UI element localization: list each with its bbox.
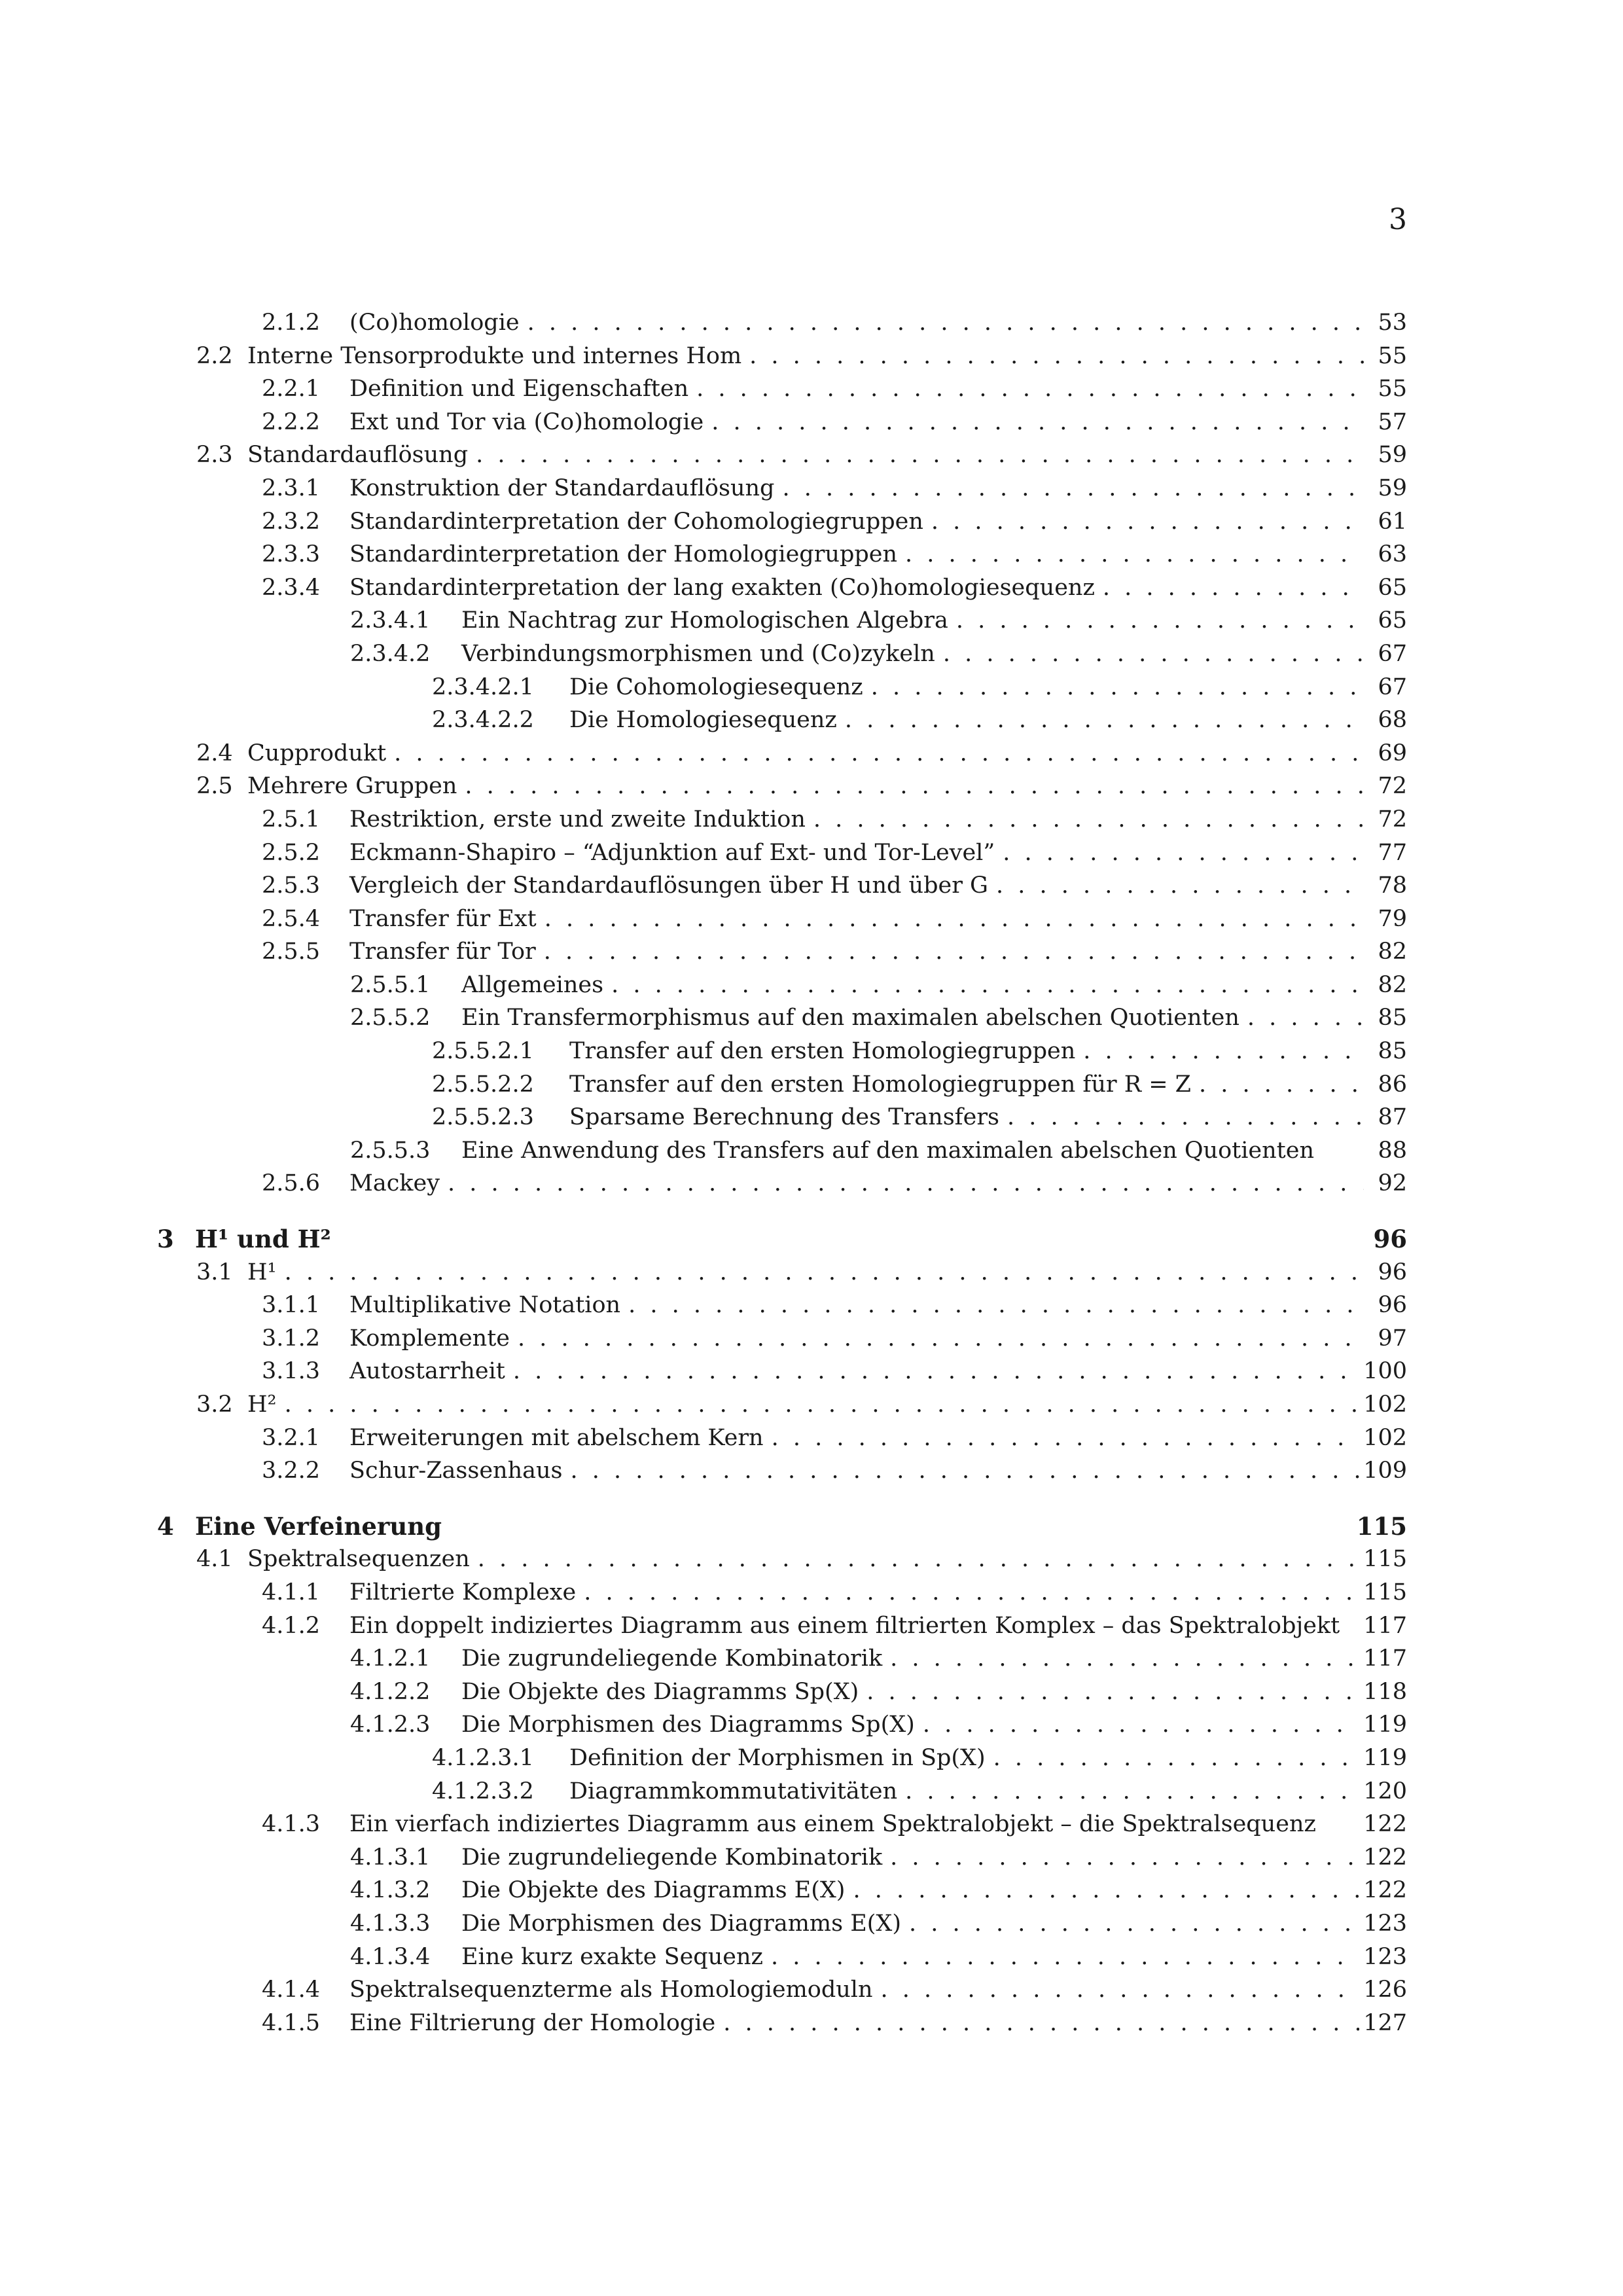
toc-entry[interactable] [157,372,1407,406]
dot-leader [696,372,1364,406]
toc-entry-page: 69 [1378,740,1407,766]
toc-entry-title: Restriktion, erste und zweite Induktion [349,806,806,833]
toc-entry-number: 4.1.2.1 [350,1645,431,1672]
toc-entry-page: 119 [1363,1744,1407,1771]
toc-entry-number: 4.1.2.3.1 [432,1744,534,1771]
toc-entry[interactable] [157,969,1407,1002]
toc-entry[interactable] [157,1941,1407,1974]
toc-entry-title: Die Homologiesequenz [569,707,837,734]
toc-entry-title: Die zugrundeliegende Kombinatorik [461,1645,883,1672]
toc-entry-page: 88 [1378,1137,1407,1164]
toc-entry-page: 72 [1378,806,1407,833]
dot-leader [518,1322,1364,1355]
toc-entry-title: Erweiterungen mit abelschem Kern [349,1424,764,1451]
toc-entry-number: 2.3.4.2.1 [432,673,534,700]
toc-entry-page: 55 [1378,376,1407,403]
toc-entry-number: 2.5.5.2.3 [432,1104,534,1131]
toc-entry-page: 55 [1378,342,1407,369]
dot-leader [881,1973,1360,2007]
toc-entry-number: 2.2.1 [262,376,321,403]
toc-entry-title: Transfer für Tor [349,939,536,965]
toc-entry-number: 4.1.3.4 [350,1943,431,1970]
toc-entry-title: Schur-Zassenhaus [349,1458,563,1484]
toc-entry-page: 123 [1363,1943,1407,1970]
toc-entry-title: H¹ [247,1259,277,1285]
toc-entry-number: 2.5.4 [262,905,321,932]
toc-entry[interactable] [157,1609,1407,1643]
toc-entry-page: 119 [1363,1712,1407,1738]
toc-entry-number: 2.2.2 [262,408,321,435]
toc-entry[interactable] [157,406,1407,439]
toc-entry[interactable] [157,1101,1407,1134]
dot-leader [711,406,1364,439]
toc-entry-page: 102 [1363,1391,1407,1418]
toc-entry-title: Ein Transfermorphismus auf den maximalen abelschen Quotienten [461,1005,1240,1031]
toc-entry-number: 4.1.3.3 [350,1910,431,1937]
toc-entry[interactable] [157,903,1407,936]
toc-entry-page: 126 [1363,1977,1407,2003]
toc-entry[interactable] [157,340,1407,373]
toc-entry[interactable] [157,1454,1407,1488]
toc-entry-number: 2.5 [196,773,233,800]
toc-entry-title: Konstruktion der Standardauflösung [349,475,775,501]
toc-entry-number: 2.5.5.3 [350,1137,431,1164]
toc-entry-page: 67 [1378,673,1407,700]
dot-leader [448,1167,1364,1200]
dot-leader [1083,1035,1364,1068]
dot-leader [866,1676,1359,1709]
toc-entry[interactable] [157,1808,1407,1841]
toc-entry[interactable] [157,1035,1407,1068]
toc-entry-page: 53 [1378,310,1407,336]
toc-entry-title: Definition und Eigenschaften [349,376,689,403]
toc-entry-page: 85 [1378,1038,1407,1065]
toc-entry[interactable] [157,1256,1407,1289]
toc-entry-page: 122 [1363,1844,1407,1871]
dot-leader [905,1775,1359,1808]
toc-entry-page: 79 [1378,905,1407,932]
toc-entry-page: 78 [1378,872,1407,899]
toc-entry-title: (Co)homologie [349,310,520,336]
dot-leader [996,869,1364,903]
toc-entry-title: Transfer für Ext [349,905,537,932]
toc-entry-title: Vergleich der Standardauflösungen über H und über G [349,872,989,899]
toc-entry-title: Eine kurz exakte Sequenz [461,1943,763,1970]
toc-entry-page: 65 [1378,574,1407,601]
dot-leader [544,903,1364,936]
toc-entry-title: Eine Anwendung des Transfers auf den maximalen abelschen Quotienten [461,1137,1314,1164]
toc-entry-title: Eckmann-Shapiro – “Adjunktion auf Ext- und Tor-Level” [349,839,995,866]
dot-leader [285,1256,1364,1289]
dot-leader [628,1289,1364,1322]
toc-entry[interactable] [157,935,1407,969]
dot-leader [478,1543,1359,1576]
toc-entry-number: 2.3.2 [262,508,321,535]
dot-leader [1007,1101,1364,1134]
dot-leader [813,803,1364,836]
toc-entry-title: Die Objekte des Diagramms Sp(X) [461,1678,859,1705]
toc-entry-title: Interne Tensorprodukte und internes Hom [247,342,742,369]
toc-entry[interactable] [157,472,1407,505]
toc-entry-title: Mackey [349,1170,440,1197]
toc-entry-number: 3 [157,1225,174,1254]
toc-entry-page: 85 [1378,1005,1407,1031]
toc-entry-page: 61 [1378,508,1407,535]
toc-entry-title: Transfer auf den ersten Homologiegruppen für R = Z [569,1071,1191,1098]
toc-entry[interactable] [157,671,1407,704]
toc-entry-number: 4.1.1 [262,1579,321,1605]
dot-leader [845,704,1364,737]
toc-entry-number: 4.1.4 [262,1977,321,2003]
toc-entry[interactable] [157,1576,1407,1609]
toc-entry-number: 3.1.1 [262,1292,321,1319]
toc-entry-page: 68 [1378,707,1407,734]
toc-entry-number: 4.1.3 [262,1811,321,1838]
dot-leader [1247,1001,1364,1035]
dot-leader [923,1708,1359,1742]
toc-entry[interactable] [157,1289,1407,1322]
toc-entry-number: 2.3.4.2.2 [432,707,534,734]
toc-entry-title: Eine Verfeinerung [195,1511,442,1541]
toc-entry[interactable] [157,1775,1407,1808]
toc-entry-page: 63 [1378,541,1407,568]
toc-entry-number: 3.2.1 [262,1424,321,1451]
toc-entry-title: Standardinterpretation der Cohomologiegruppen [349,508,923,535]
toc-entry-page: 72 [1378,773,1407,800]
dot-leader [527,306,1364,340]
dot-leader [1199,1068,1364,1102]
dot-leader [890,1642,1359,1676]
toc-entry-title: Die zugrundeliegende Kombinatorik [461,1844,883,1871]
toc-entry-number: 2.3.4 [262,574,321,601]
toc-entry[interactable] [157,1676,1407,1709]
toc-entry[interactable] [157,1907,1407,1941]
dot-leader [476,439,1364,472]
toc-entry-page: 127 [1363,2009,1407,2036]
toc-entry-title: Standardauflösung [247,442,469,469]
toc-entry-number: 4.1.3.2 [350,1877,431,1904]
toc-entry-number: 2.5.3 [262,872,321,899]
toc-entry-page: 86 [1378,1071,1407,1098]
toc-entry-page: 97 [1378,1325,1407,1352]
toc-entry-number: 2.5.1 [262,806,321,833]
toc-entry[interactable] [157,538,1407,571]
toc-entry-title: Mehrere Gruppen [247,773,457,800]
toc-entry-number: 2.3 [196,442,233,469]
toc-entry[interactable] [157,604,1407,637]
toc-entry[interactable] [157,1068,1407,1102]
dot-leader [905,538,1364,571]
toc-entry-page: 67 [1378,640,1407,667]
toc-entry-number: 4 [157,1511,174,1541]
toc-entry-title: Allgemeines [461,971,604,998]
toc-entry-page: 96 [1378,1292,1407,1319]
toc-entry[interactable] [157,1642,1407,1676]
toc-entry[interactable] [157,836,1407,870]
toc-entry-page: 122 [1363,1811,1407,1838]
toc-entry-page: 59 [1378,442,1407,469]
toc-chapter-entry[interactable] [157,1223,1407,1256]
toc-entry-title: Sparsame Berechnung des Transfers [569,1104,1000,1131]
toc-entry[interactable] [157,704,1407,737]
toc-entry[interactable] [157,1322,1407,1355]
toc-entry-page: 123 [1363,1910,1407,1937]
toc-entry-page: 117 [1363,1645,1407,1672]
toc-entry-title: Filtrierte Komplexe [349,1579,577,1605]
dot-leader [1103,571,1364,605]
toc-entry-number: 2.3.4.1 [350,607,431,634]
toc-entry[interactable] [157,439,1407,472]
dot-leader [993,1742,1360,1775]
toc-entry-page: 65 [1378,607,1407,634]
toc-entry-number: 3.2.2 [262,1458,321,1484]
toc-entry-number: 4.1.3.1 [350,1844,431,1871]
dot-leader [909,1907,1359,1941]
toc-entry-number: 2.5.5.1 [350,971,431,998]
dot-leader [723,2007,1359,2040]
dot-leader [871,671,1364,704]
toc-entry[interactable] [157,869,1407,903]
dot-leader [853,1874,1359,1907]
dot-leader [771,1941,1359,1974]
toc-entry-number: 4.1 [196,1546,233,1573]
toc-entry-title: Autostarrheit [349,1358,505,1385]
toc-entry-number: 4.1.5 [262,2009,321,2036]
toc-entry-page: 82 [1378,939,1407,965]
dot-leader [584,1576,1359,1609]
toc-entry[interactable] [157,1841,1407,1874]
toc-entry-page: 115 [1363,1546,1407,1573]
toc-entry-page: 115 [1356,1511,1407,1541]
toc-entry-page: 100 [1363,1358,1407,1385]
dot-leader [749,340,1364,373]
toc-entry-number: 2.3.4.2 [350,640,431,667]
toc-entry-number: 3.1.3 [262,1358,321,1385]
toc-entry-title: Standardinterpretation der lang exakten (Co)homologiesequenz [349,574,1095,601]
toc-entry[interactable] [157,1543,1407,1576]
toc-entry-title: Die Morphismen des Diagramms E(X) [461,1910,901,1937]
toc-entry-page: 59 [1378,475,1407,501]
toc-entry-title: Komplemente [349,1325,510,1352]
table-of-contents [157,306,1407,2039]
dot-leader [571,1454,1360,1488]
toc-entry[interactable] [157,770,1407,803]
toc-entry-page: 102 [1363,1424,1407,1451]
dot-leader [890,1841,1359,1874]
toc-entry-title: Multiplikative Notation [349,1292,621,1319]
toc-entry[interactable] [157,803,1407,836]
toc-entry-title: Transfer auf den ersten Homologiegruppen [569,1038,1076,1065]
toc-entry-title: Verbindungsmorphismen und (Co)zykeln [461,640,935,667]
toc-entry[interactable] [157,571,1407,605]
page-number: 3 [1389,203,1407,236]
toc-entry[interactable] [157,1388,1407,1422]
toc-entry-title: H¹ und H² [195,1225,331,1254]
toc-entry-number: 2.5.5.2.2 [432,1071,534,1098]
toc-entry-page: 96 [1373,1225,1407,1254]
dot-leader [611,969,1364,1002]
toc-entry-page: 77 [1378,839,1407,866]
dot-leader [544,935,1364,969]
toc-entry-title: Die Morphismen des Diagramms Sp(X) [461,1712,915,1738]
toc-entry-page: 118 [1363,1678,1407,1705]
toc-entry[interactable] [157,306,1407,340]
dot-leader [1003,836,1364,870]
dot-leader [956,604,1364,637]
dot-leader [513,1355,1359,1388]
toc-entry-title: Die Objekte des Diagramms E(X) [461,1877,846,1904]
toc-entry-page: 96 [1378,1259,1407,1285]
toc-entry-page: 57 [1378,408,1407,435]
toc-entry-title: Ein doppelt indiziertes Diagramm aus einem filtrierten Komplex – das Spektralobjekt [349,1612,1340,1639]
toc-entry[interactable] [157,1742,1407,1775]
toc-entry-number: 2.5.6 [262,1170,321,1197]
toc-entry-page: 122 [1363,1877,1407,1904]
toc-entry-page: 92 [1378,1170,1407,1197]
toc-entry-number: 2.5.5.2.1 [432,1038,534,1065]
toc-entry-title: Cupprodukt [247,740,387,766]
toc-entry-page: 120 [1363,1778,1407,1804]
toc-entry-number: 2.3.1 [262,475,321,501]
toc-entry-title: Diagrammkommutativitäten [569,1778,898,1804]
toc-entry-page: 82 [1378,971,1407,998]
dot-leader [394,737,1364,770]
toc-entry-page: 115 [1363,1579,1407,1605]
toc-entry[interactable] [157,737,1407,770]
toc-entry-page: 117 [1363,1612,1407,1639]
toc-entry-page: 109 [1363,1458,1407,1484]
toc-entry-number: 2.3.3 [262,541,321,568]
toc-entry-number: 4.1.2.3.2 [432,1778,534,1804]
toc-entry-title: Definition der Morphismen in Sp(X) [569,1744,986,1771]
dot-leader [943,637,1364,671]
toc-entry[interactable] [157,1973,1407,2007]
toc-entry-title: Standardinterpretation der Homologiegruppen [349,541,898,568]
toc-entry-number: 2.4 [196,740,233,766]
toc-entry-title: Spektralsequenzterme als Homologiemoduln [349,1977,873,2003]
toc-entry-title: H² [247,1391,277,1418]
toc-chapter-entry[interactable] [157,1510,1407,1543]
toc-entry[interactable] [157,1001,1407,1035]
toc-entry-title: Ext und Tor via (Co)homologie [349,408,704,435]
toc-entry-number: 2.5.5 [262,939,321,965]
dot-leader [772,1422,1360,1455]
toc-entry-number: 2.2 [196,342,233,369]
toc-entry-number: 4.1.2 [262,1612,321,1639]
toc-entry-number: 4.1.2.2 [350,1678,431,1705]
toc-entry-number: 2.5.2 [262,839,321,866]
toc-entry[interactable] [157,1874,1407,1907]
toc-entry-number: 4.1.2.3 [350,1712,431,1738]
toc-entry[interactable] [157,2007,1407,2040]
toc-entry[interactable] [157,637,1407,671]
toc-entry[interactable] [157,1355,1407,1388]
dot-leader [782,472,1364,505]
dot-leader [931,505,1364,539]
dot-leader [285,1388,1360,1422]
toc-entry-number: 2.5.5.2 [350,1005,431,1031]
toc-entry[interactable] [157,1708,1407,1742]
toc-entry[interactable] [157,1134,1407,1168]
toc-entry-number: 3.1 [196,1259,233,1285]
toc-entry-title: Eine Filtrierung der Homologie [349,2009,716,2036]
toc-entry-number: 3.2 [196,1391,233,1418]
dot-leader [465,770,1364,803]
toc-entry-title: Spektralsequenzen [247,1546,470,1573]
toc-entry-title: Ein vierfach indiziertes Diagramm aus einem Spektralobjekt – die Spektralsequenz [349,1811,1316,1838]
toc-entry[interactable] [157,1422,1407,1455]
toc-entry-title: Ein Nachtrag zur Homologischen Algebra [461,607,948,634]
toc-entry[interactable] [157,1167,1407,1200]
toc-entry-title: Die Cohomologiesequenz [569,673,863,700]
toc-entry[interactable] [157,505,1407,539]
toc-entry-number: 3.1.2 [262,1325,321,1352]
toc-entry-page: 87 [1378,1104,1407,1131]
toc-entry-number: 2.1.2 [262,310,321,336]
